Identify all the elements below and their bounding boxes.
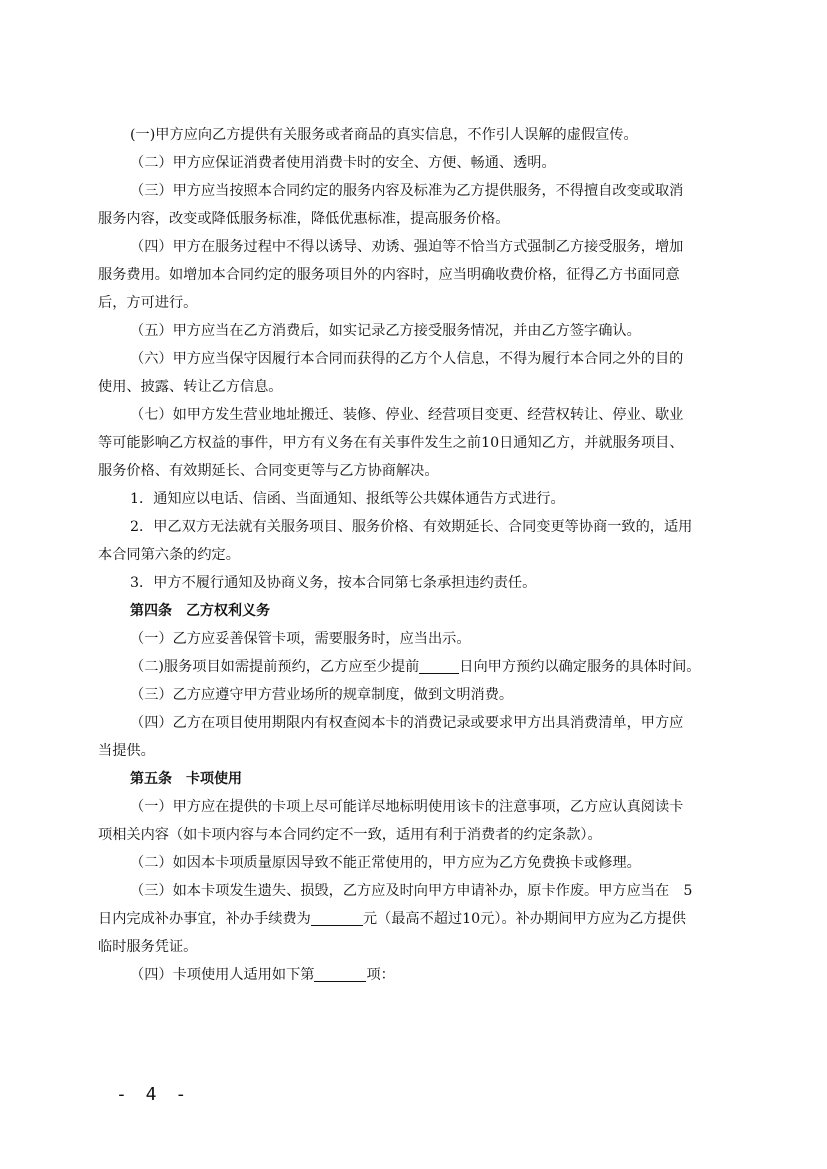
item-number-blank[interactable]: [314, 965, 366, 982]
article-4-clause-4: （四）乙方在项目使用期限内有权查阅本卡的消费记录或要求甲方出具消费清单，甲方应: [130, 715, 684, 731]
page-number: - 4 -: [116, 1084, 191, 1105]
item-2-text: 2．甲乙双方无法就有关服务项目、服务价格、有效期延长、合同变更等协商一致的，适用: [130, 519, 693, 535]
advance-days-blank[interactable]: [419, 657, 459, 674]
article-5-heading: 第五条 卡项使用: [130, 771, 242, 787]
clause-text-before-blank: 日内完成补办事宜，补办手续费为: [98, 911, 311, 927]
clause-6-cont: 使用、披露、转让乙方信息。: [98, 379, 283, 395]
clause-1-text: (一)甲方应向乙方提供有关服务或者商品的真实信息，不作引人误解的虚假宣传。: [130, 127, 638, 143]
article-5-clause-1: （一）甲方应在提供的卡项上尽可能详尽地标明使用该卡的注意事项，乙方应认真阅读卡: [130, 799, 684, 815]
clause-2-text: （二）甲方应保证消费者使用消费卡时的安全、方便、畅通、透明。: [130, 155, 556, 171]
clause-4-cont: 服务费用。如增加本合同约定的服务项目外的内容时，应当明确收费价格，征得乙方书面同意: [98, 267, 680, 283]
article-5-clause-2: （二）如因本卡项质量原因导致不能正常使用的，甲方应为乙方免费换卡或修理。: [130, 855, 641, 871]
clause-4-cont2: 后，方可进行。: [98, 295, 198, 311]
clause-7-text: （七）如甲方发生营业地址搬迁、装修、停业、经营项目变更、经营权转让、停业、歇业: [130, 407, 684, 423]
article-5-clause-1-cont: 项相关内容（如卡项内容与本合同约定不一致，适用有利于消费者的约定条款）。: [98, 827, 602, 843]
clause-4-text: （四）甲方在服务过程中不得以诱导、劝诱、强迫等不恰当方式强制乙方接受服务，增加: [130, 239, 684, 255]
clause-6-text: （六）甲方应当保守因履行本合同而获得的乙方个人信息，不得为履行本合同之外的目的: [130, 351, 684, 367]
clause-text-before-blank: （四）卡项使用人适用如下第: [130, 967, 315, 983]
clause-text-before-blank: （二)服务项目如需提前预约，乙方应至少提前: [130, 659, 420, 675]
clause-7-cont: 等可能影响乙方权益的事件，甲方有义务在有关事件发生之前10日通知乙方，并就服务项目、: [98, 435, 684, 451]
article-5-clause-4: [130, 962, 730, 988]
article-5-clause-3: （三）如本卡项发生遗失、损毁，乙方应及时向甲方申请补办，原卡作废。甲方应当在 5: [130, 883, 693, 899]
clause-3-text: （三）甲方应当按照本合同约定的服务内容及标准为乙方提供服务，不得擅自改变或取消: [130, 183, 684, 199]
article-5-clause-3-cont: [98, 906, 730, 932]
item-1-text: 1．通知应以电话、信函、当面通知、报纸等公共媒体通告方式进行。: [130, 491, 565, 507]
fee-amount-blank[interactable]: [311, 909, 363, 926]
item-3-text: 3．甲方不履行通知及协商义务，按本合同第七条承担违约责任。: [130, 575, 537, 591]
clause-text-after-blank: 日向甲方预约以确定服务的具体时间。: [459, 659, 701, 675]
article-5-clause-3-cont2: 临时服务凭证。: [98, 939, 198, 955]
article-4-clause-2: [130, 654, 730, 680]
article-4-clause-1: （一）乙方应妥善保管卡项，需要服务时，应当出示。: [130, 631, 471, 647]
article-4-clause-3: （三）乙方应遵守甲方营业场所的规章制度，做到文明消费。: [130, 687, 514, 703]
item-2-cont: 本合同第六条的约定。: [98, 547, 240, 563]
clause-5-text: （五）甲方应当在乙方消费后，如实记录乙方接受服务情况，并由乙方签字确认。: [130, 323, 641, 339]
article-4-heading: 第四条 乙方权利义务: [130, 603, 270, 619]
article-4-clause-4-cont: 当提供。: [98, 743, 155, 759]
clause-text-after-blank: 项：: [366, 967, 395, 983]
clause-7-cont2: 服务价格、有效期延长、合同变更等与乙方协商解决。: [98, 463, 439, 479]
clause-3-cont: 服务内容，改变或降低服务标准，降低优惠标准，提高服务价格。: [98, 211, 510, 227]
clause-text-after-blank: 元（最高不超过10元）。补办期间甲方应为乙方提供: [362, 911, 686, 927]
